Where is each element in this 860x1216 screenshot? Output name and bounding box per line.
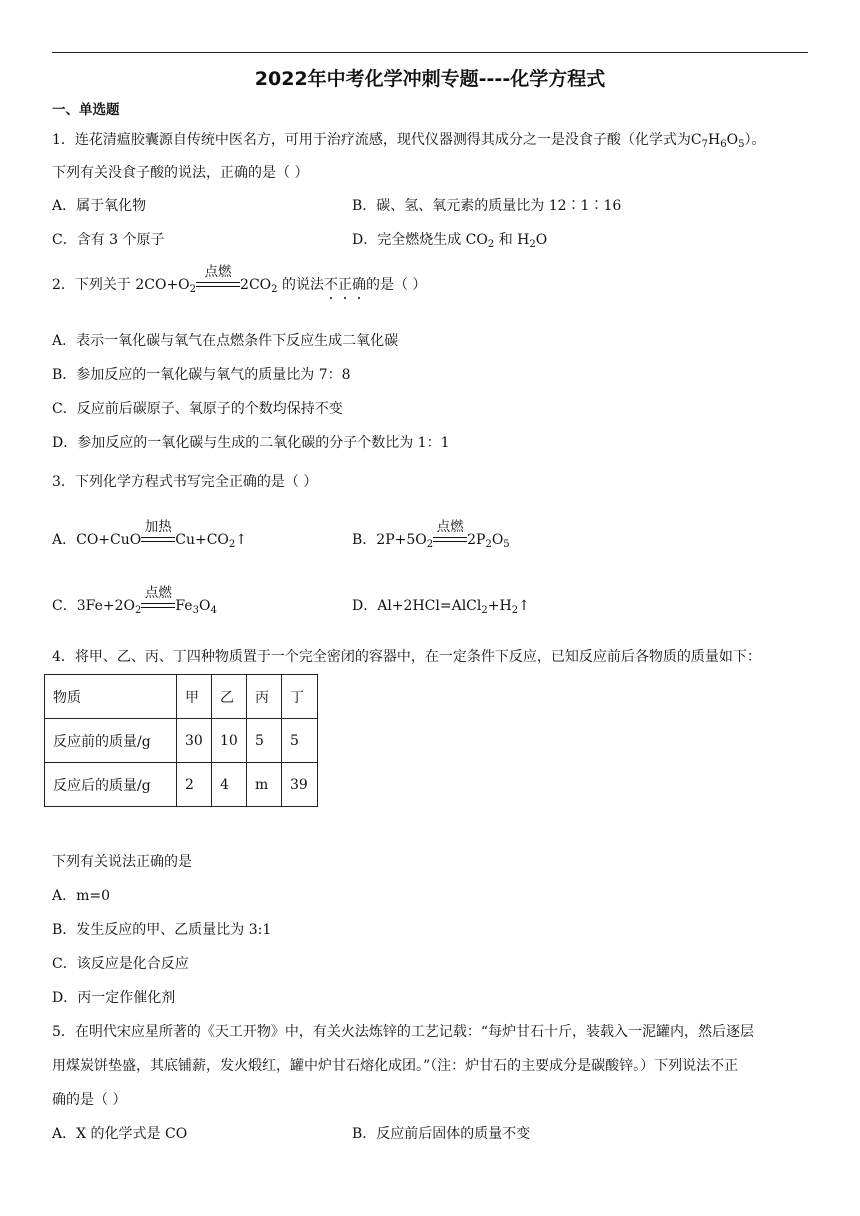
reaction-equals-sign: 点燃: [141, 603, 175, 609]
table-cell: 5: [282, 719, 318, 763]
q4-option-b: B．发生反应的甲、乙质量比为 3:1: [52, 922, 272, 938]
section-heading: 一、单选题: [52, 102, 120, 118]
header-rule: [52, 52, 808, 53]
table-row: [45, 763, 318, 807]
q1-stem-line2: 下列有关没食子酸的说法，正确的是（ ）: [52, 165, 309, 181]
table-cell: 10: [212, 719, 247, 763]
table-row: [45, 719, 318, 763]
table-cell: m: [247, 763, 282, 807]
q4-option-a: A．m=0: [52, 888, 111, 904]
q5-stem-line1: 5．在明代宋应星所著的《天工开物》中，有关火法炼锌的工艺记载：“每炉甘石十斤，装载入一泥罐内，然后逐层: [52, 1024, 755, 1040]
q3-stem: 3．下列化学方程式书写完全正确的是（ ）: [52, 474, 318, 490]
reaction-equals-sign: 点燃: [196, 282, 240, 288]
table-cell: 4: [212, 763, 247, 807]
emphasis-text: 不正确: [324, 277, 366, 293]
q2-option-a: A．表示一氧化碳与氧气在点燃条件下反应生成二氧化碳: [52, 333, 399, 349]
page-title: 2022年中考化学冲刺专题----化学方程式: [254, 68, 606, 90]
q4-stem: 4．将甲、乙、丙、丁四种物质置于一个完全密闭的容器中，在一定条件下反应，已知反应前后各物质的质量如下：: [52, 649, 761, 665]
q1-option-b: B．碳、氢、氧元素的质量比为 12∶1∶16: [352, 198, 622, 214]
table-cell: 5: [247, 719, 282, 763]
table-cell: 反应后的质量/g: [45, 763, 177, 807]
table-header-row: [45, 675, 318, 719]
table-cell: 2: [177, 763, 212, 807]
mass-table: [44, 674, 318, 807]
q3-option-d: D．$Al+2HCl=AlCl_2+H_2↑$: [352, 598, 530, 616]
q3-option-b: B．$2P+5O_2$ 点燃 $2P_2O_5$: [352, 519, 510, 550]
table-cell: 39: [282, 763, 318, 807]
table-cell: 物质: [45, 675, 177, 719]
q2-option-d: D．参加反应的一氧化碳与生成的二氧化碳的分子个数比为 1：1: [52, 435, 450, 451]
q4-option-c: C．该反应是化合反应: [52, 956, 189, 972]
reaction-equals-sign: 点燃: [433, 537, 467, 543]
q4-option-d: D．丙一定作催化剂: [52, 990, 176, 1006]
q4-prompt: 下列有关说法正确的是: [52, 854, 192, 870]
table-cell: 丙: [247, 675, 282, 719]
q3-option-c: C．$3Fe+2O_2$ 点燃 $Fe_3O_4$: [52, 585, 217, 616]
table-cell: 乙: [212, 675, 247, 719]
table-cell: 丁: [282, 675, 318, 719]
q5-option-b: B．反应前后固体的质量不变: [352, 1126, 531, 1142]
q5-stem-line2: 用煤炭饼垫盛，其底铺薪，发火煅红，罐中炉甘石熔化成团。”（注：炉甘石的主要成分是碳酸锌。）下列说法不正: [52, 1058, 739, 1074]
q1-option-a: A．属于氧化物: [52, 198, 147, 214]
q2-stem: 2．下列关于 $2CO+O_2$ 点燃 $2CO_2$ 的说法不正确 的是（ ）: [52, 276, 426, 294]
q3-option-a: A．CO+CuO 加热 $Cu+CO_2↑$: [52, 519, 248, 550]
table-cell: 反应前的质量/g: [45, 719, 177, 763]
q1-stem-line1: 1．连花清瘟胶囊源自传统中医名方，可用于治疗流感，现代仪器测得其成分之一是没食子酸（化学式为$C_7H_6O_5$）。: [52, 132, 766, 150]
q2-option-c: C．反应前后碳原子、氧原子的个数均保持不变: [52, 401, 343, 417]
table-cell: 30: [177, 719, 212, 763]
table-cell: 甲: [177, 675, 212, 719]
q5-option-a: A．X 的化学式是 CO: [52, 1126, 188, 1142]
q1-option-d: D．完全燃烧生成 $CO_2$ 和 $H_2O$: [352, 232, 548, 250]
reaction-equals-sign: 加热: [141, 537, 175, 543]
q1-option-c: C．含有 3 个原子: [52, 232, 165, 248]
q5-stem-line3: 确的是（ ）: [52, 1092, 127, 1108]
q2-option-b: B．参加反应的一氧化碳与氧气的质量比为 7：8: [52, 367, 351, 383]
